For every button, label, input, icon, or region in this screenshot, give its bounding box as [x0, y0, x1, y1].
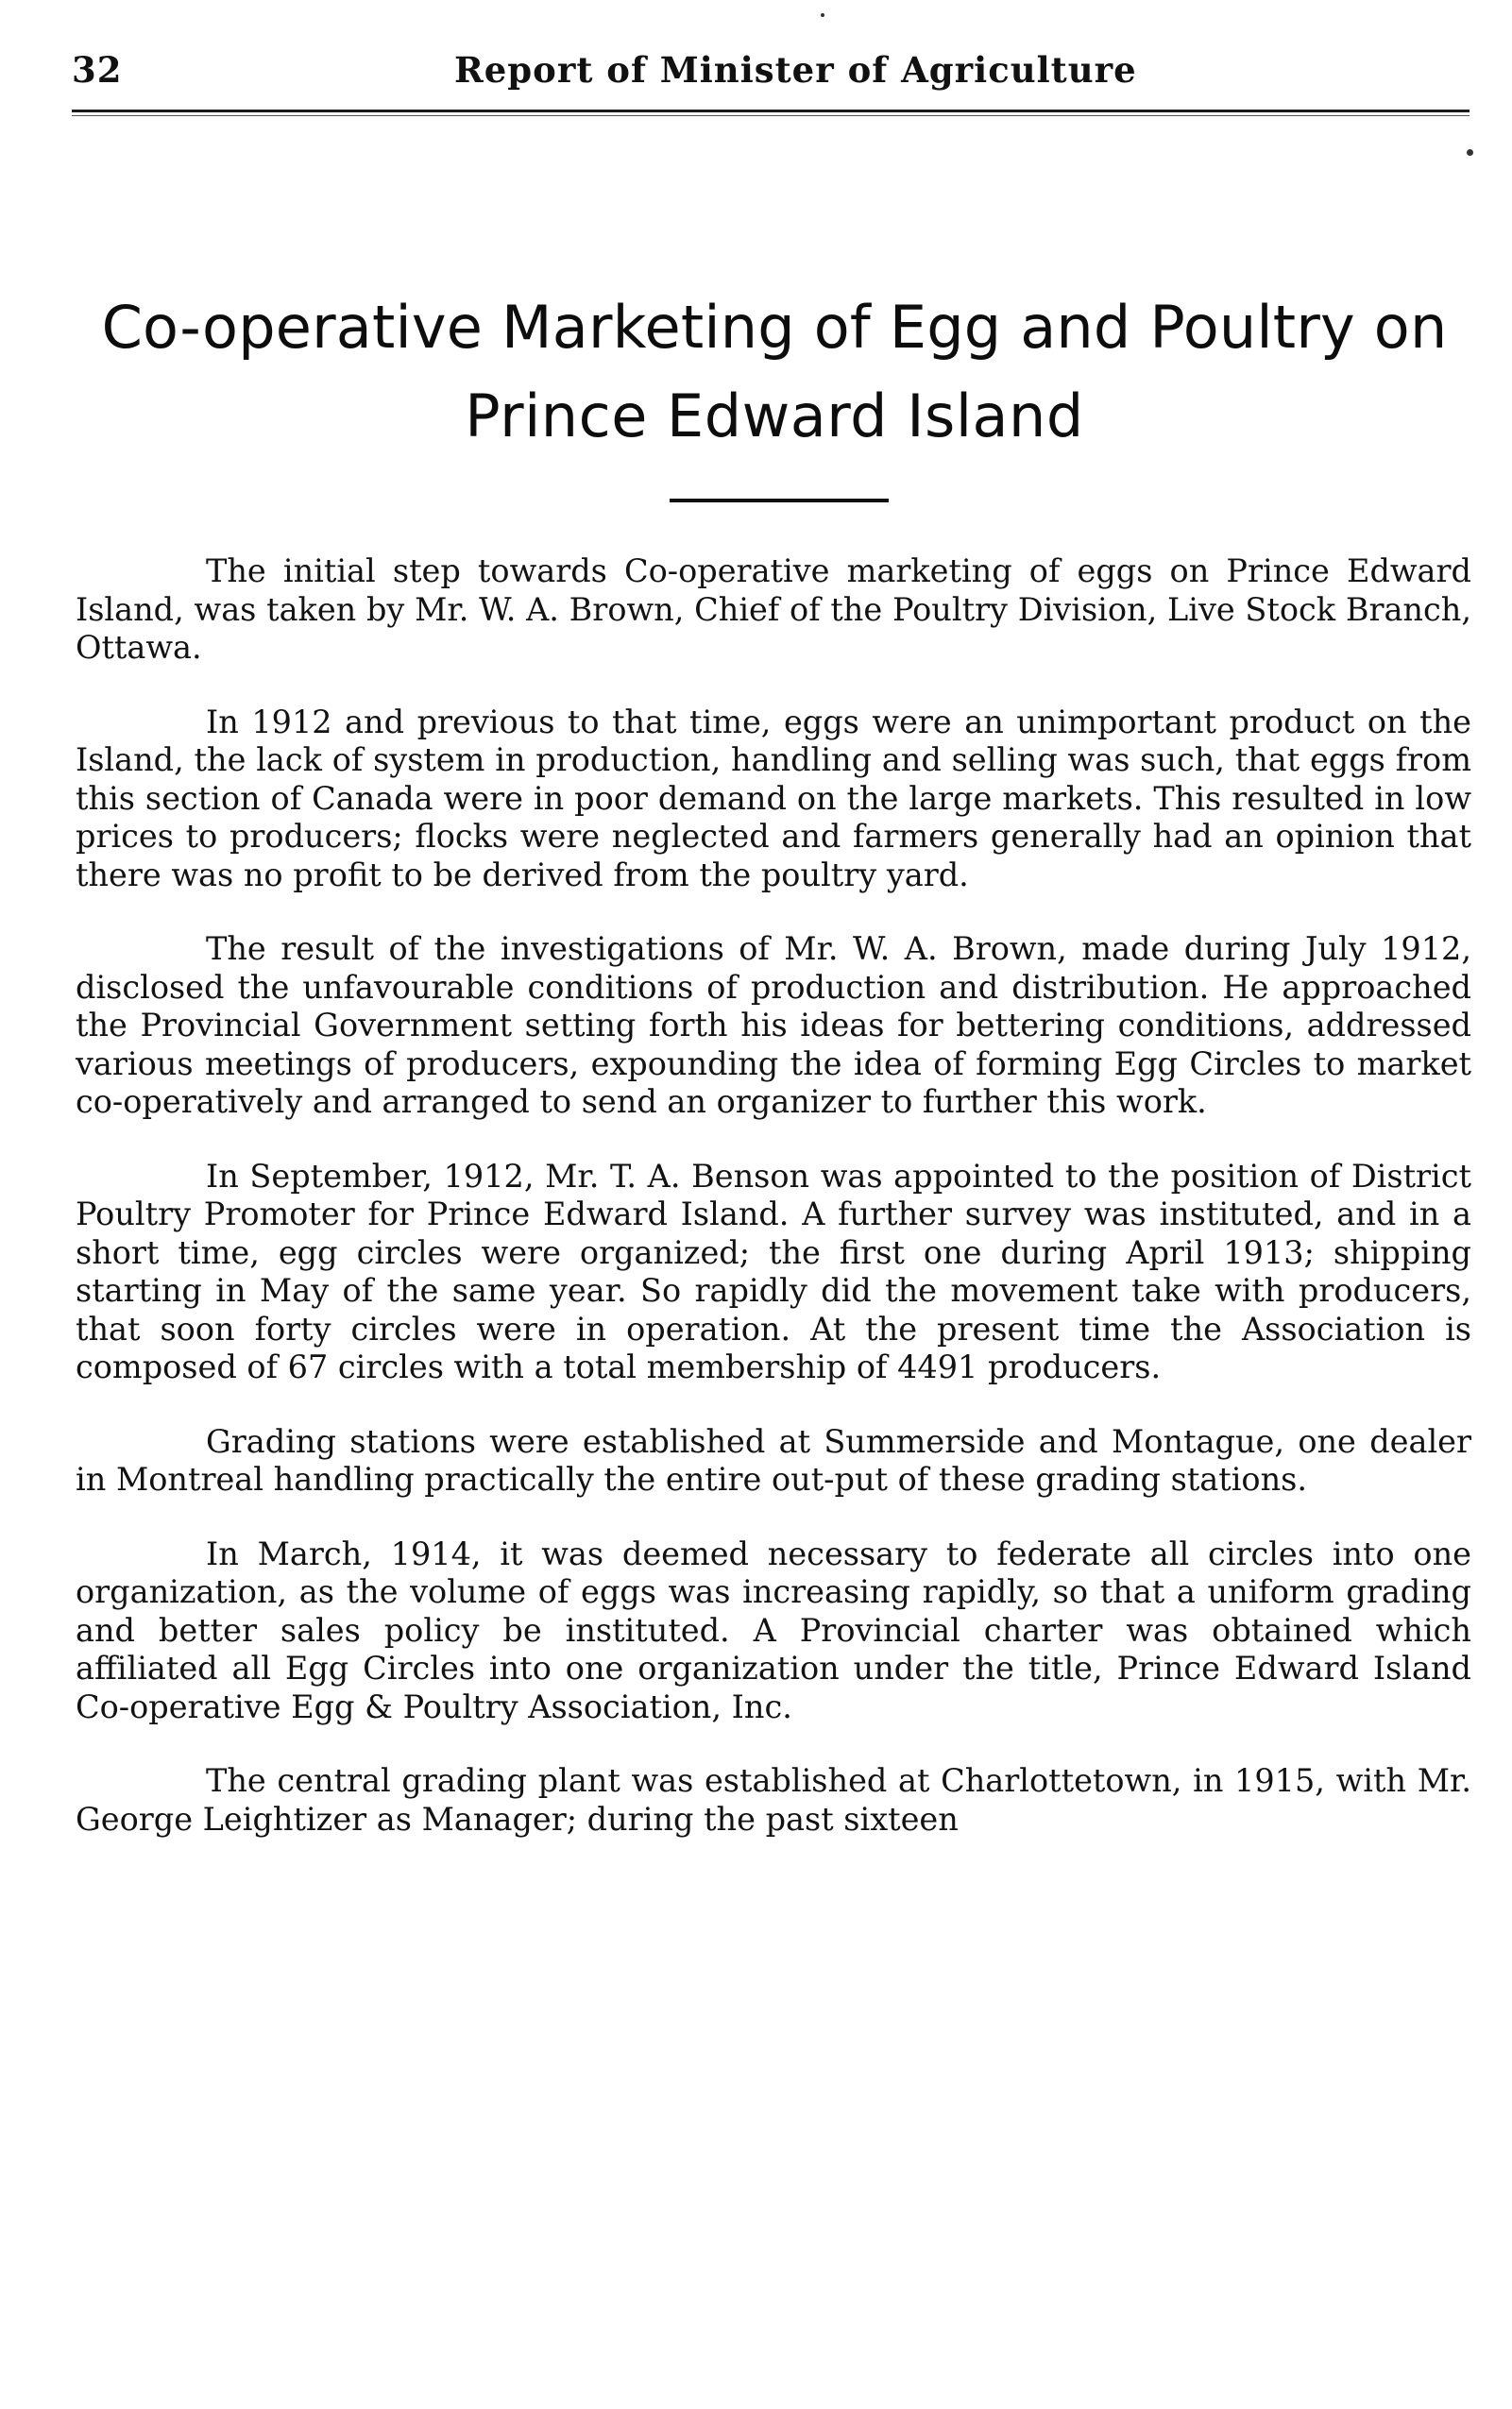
header-rule-thin: [72, 115, 1470, 116]
article-title-line-1: Co-operative Marketing of Egg and Poultry on: [101, 293, 1448, 362]
paragraph-1: The initial step towards Co-operative marketing of eggs on Prince Edward Island, was taken by Mr. W. A. Brown, Chief of the Poultry Division, Live Stock Branch, Ottawa.: [76, 552, 1471, 666]
running-title: Report of Minister of Agriculture: [454, 49, 1137, 91]
article-title: [57, 283, 1492, 461]
paragraph-7: The central grading plant was established at Charlottetown, in 1915, with Mr. George Leightizer as Manager; during the past sixteen: [76, 1762, 1471, 1838]
header-rule: [72, 110, 1470, 112]
page-number: 32: [72, 49, 123, 91]
paragraph-5: Grading stations were established at Summerside and Montague, one dealer in Montreal handling practically the entire out-put of these grading stations.: [76, 1422, 1471, 1498]
article-title-line-2: Prince Edward Island: [465, 382, 1084, 450]
scan-speck: [821, 13, 824, 17]
paragraph-6: In March, 1914, it was deemed necessary to federate all circles into one organization, as the volume of eggs was increasing rapidly, so that a uniform grading and better sales policy be instituted. A Provincial charter was obtained which affiliated all Egg Circles into one organization under the title, Prince Edward Island Co-operative Egg & Poultry Association, Inc.: [76, 1535, 1471, 1725]
paragraph-2: In 1912 and previous to that time, eggs were an unimportant product on the Island, the lack of system in production, handling and selling was such, that eggs from this section of Canada were in poor demand on the large markets. This resulted in low prices to producers; flocks were neglected and farmers generally had an opinion that there was no profit to be derived from the poultry yard.: [76, 703, 1471, 893]
paragraph-3: The result of the investigations of Mr. W. A. Brown, made during July 1912, disclosed the unfavourable conditions of production and distribution. He approached the Provincial Government setting forth his ideas for bettering conditions, addressed various meetings of producers, expounding the idea of forming Egg Circles to market co-operatively and arranged to send an organizer to further this work.: [76, 930, 1471, 1120]
article-body: [76, 552, 1471, 1875]
paragraph-4: In September, 1912, Mr. T. A. Benson was appointed to the position of District Poultry Promoter for Prince Edward Island. A further survey was instituted, and in a short time, egg circles were organized; the first one during April 1913; shipping starting in May of the same year. So rapidly did the movement take with producers, that soon forty circles were in operation. At the present time the Association is composed of 67 circles with a total membership of 4491 producers.: [76, 1157, 1471, 1385]
scan-speck: [1467, 149, 1473, 156]
title-divider: [670, 499, 889, 502]
running-header: [72, 49, 1470, 106]
